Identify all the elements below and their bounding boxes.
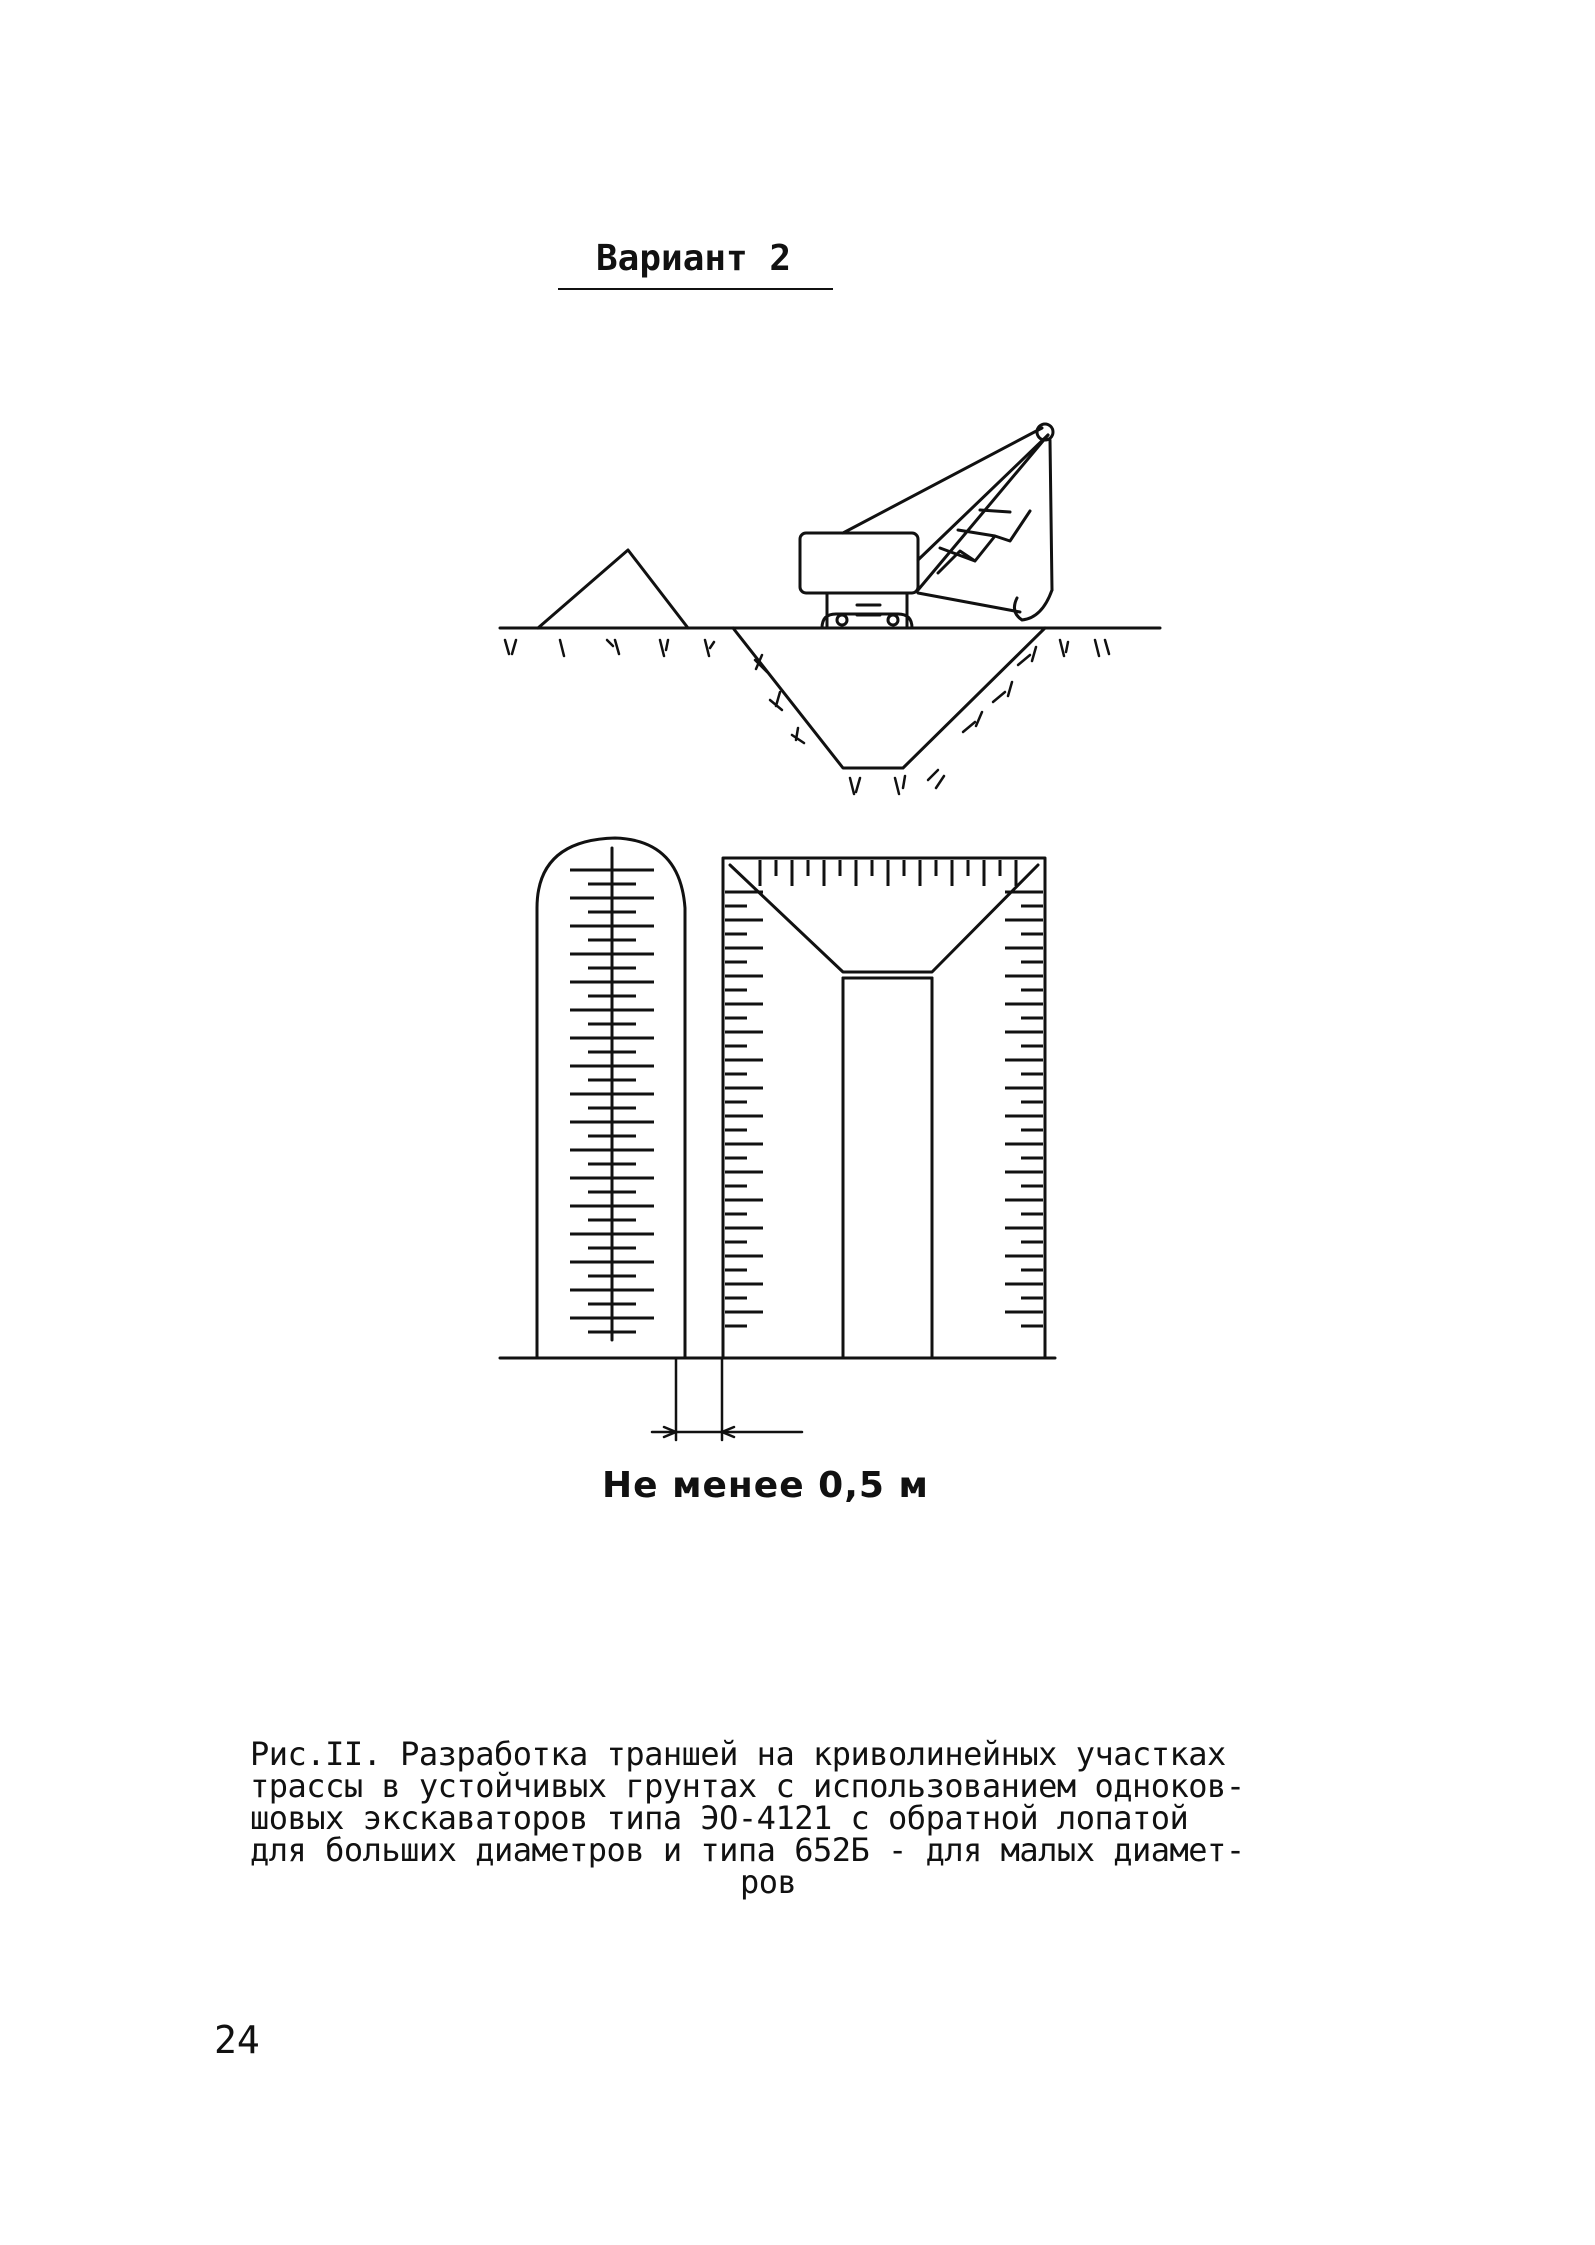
excavator	[800, 424, 1053, 628]
spoil-heap	[538, 550, 688, 628]
large-trench-bottom	[843, 978, 932, 1358]
variant-heading: Вариант 2	[596, 238, 792, 279]
large-trench-outline	[723, 858, 1045, 1358]
caption-line: Рис.II. Разработка траншей на криволинейных участках	[250, 1735, 1226, 1773]
caption-line: ров	[740, 1863, 797, 1901]
figure-caption	[250, 1735, 1380, 1901]
soil-hatching	[505, 640, 1109, 794]
large-trench-taper	[730, 865, 1038, 972]
large-trench-ticks	[725, 860, 1043, 1326]
dimension-marker	[652, 1358, 802, 1440]
dimension-label: Не менее 0,5 м	[602, 1465, 929, 1506]
caption-line: для больших диаметров и типа 652Б - для малых диамет-	[250, 1831, 1245, 1869]
caption-line: шовых экскаваторов типа ЭО-4121 с обратной лопатой	[250, 1799, 1189, 1837]
caption-line: трассы в устойчивых грунтах с использованием одноков-	[250, 1767, 1245, 1805]
page-number: 24	[214, 2018, 260, 2062]
